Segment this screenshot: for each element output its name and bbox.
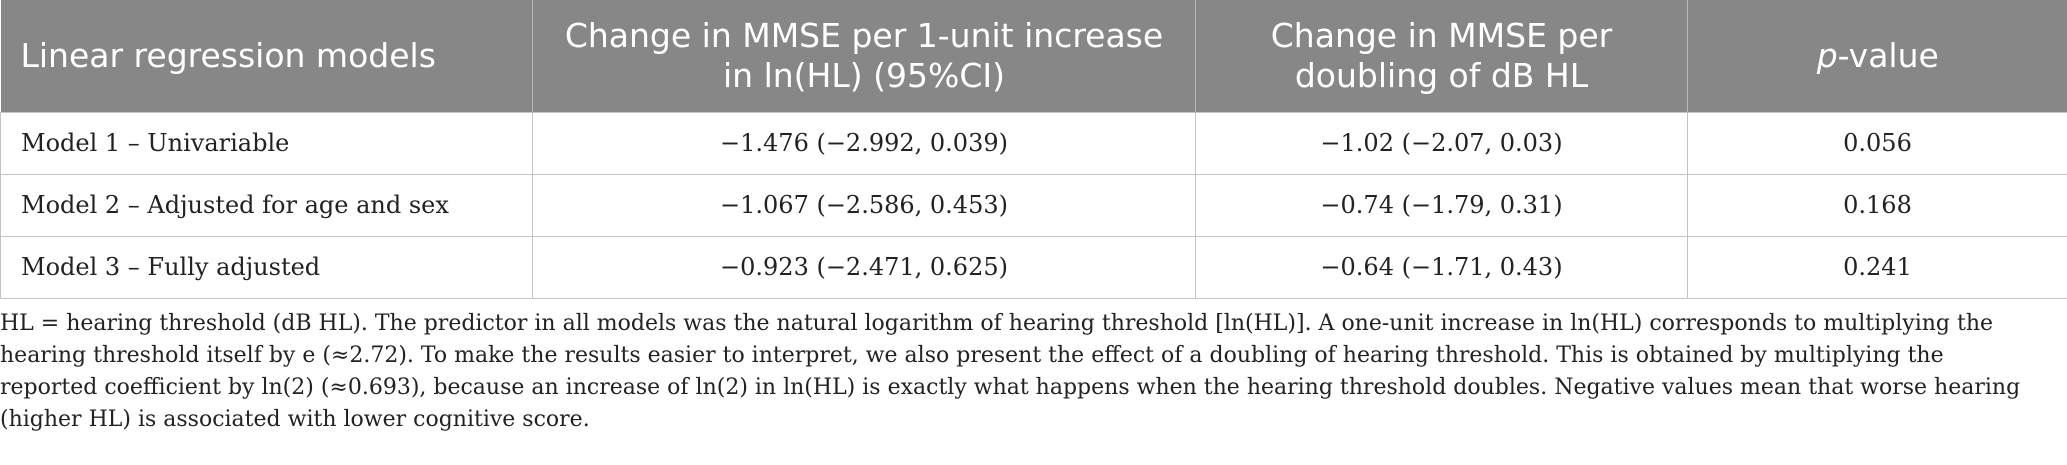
table-footnote: HL = hearing threshold (dB HL). The predictor in all models was the natural logarithm of hearing threshold [ln(HL)]. A one-unit increase in ln(HL) corresponds to multiplying the hearing threshold itself by e (≈2.72). To make the results easier to interpret, we also present the effect of a doubling of hearing threshold. This is obtained by multiplying the reported coefficient by ln(2) (≈0.693), because an increase of ln(2) in ln(HL) is exactly what happens when the hearing threshold doubles. Negative values mean that worse hearing (higher HL) is associated with lower cognitive score.: [0, 311, 2021, 432]
model-name-cell: Model 2 – Adjusted for age and sex: [1, 174, 533, 236]
header-per-doubling: Change in MMSE per doubling of dB HL: [1196, 0, 1688, 112]
header-models: Linear regression models: [1, 0, 533, 112]
per-unit-cell: −0.923 (−2.471, 0.625): [533, 236, 1196, 298]
header-p-suffix: -value: [1837, 35, 1939, 75]
model-name-cell: Model 3 – Fully adjusted: [1, 236, 533, 298]
per-unit-cell: −1.067 (−2.586, 0.453): [533, 174, 1196, 236]
header-p-letter: p: [1816, 35, 1838, 75]
model-name-cell: Model 1 – Univariable: [1, 112, 533, 174]
p-value-cell: 0.168: [1688, 174, 2067, 236]
header-per-unit: Change in MMSE per 1-unit increase in ln(HL) (95%CI): [533, 0, 1196, 112]
per-doubling-cell: −0.74 (−1.79, 0.31): [1196, 174, 1688, 236]
table-header: [1, 0, 2067, 112]
header-row: [1, 0, 2067, 112]
table-body: [1, 112, 2067, 298]
header-p-value: [1688, 0, 2067, 112]
p-value-cell: 0.241: [1688, 236, 2067, 298]
table-row: [1, 174, 2067, 236]
table-row: [1, 112, 2067, 174]
table-row: [1, 236, 2067, 298]
p-value-cell: 0.056: [1688, 112, 2067, 174]
per-doubling-cell: −0.64 (−1.71, 0.43): [1196, 236, 1688, 298]
per-doubling-cell: −1.02 (−2.07, 0.03): [1196, 112, 1688, 174]
per-unit-cell: −1.476 (−2.992, 0.039): [533, 112, 1196, 174]
